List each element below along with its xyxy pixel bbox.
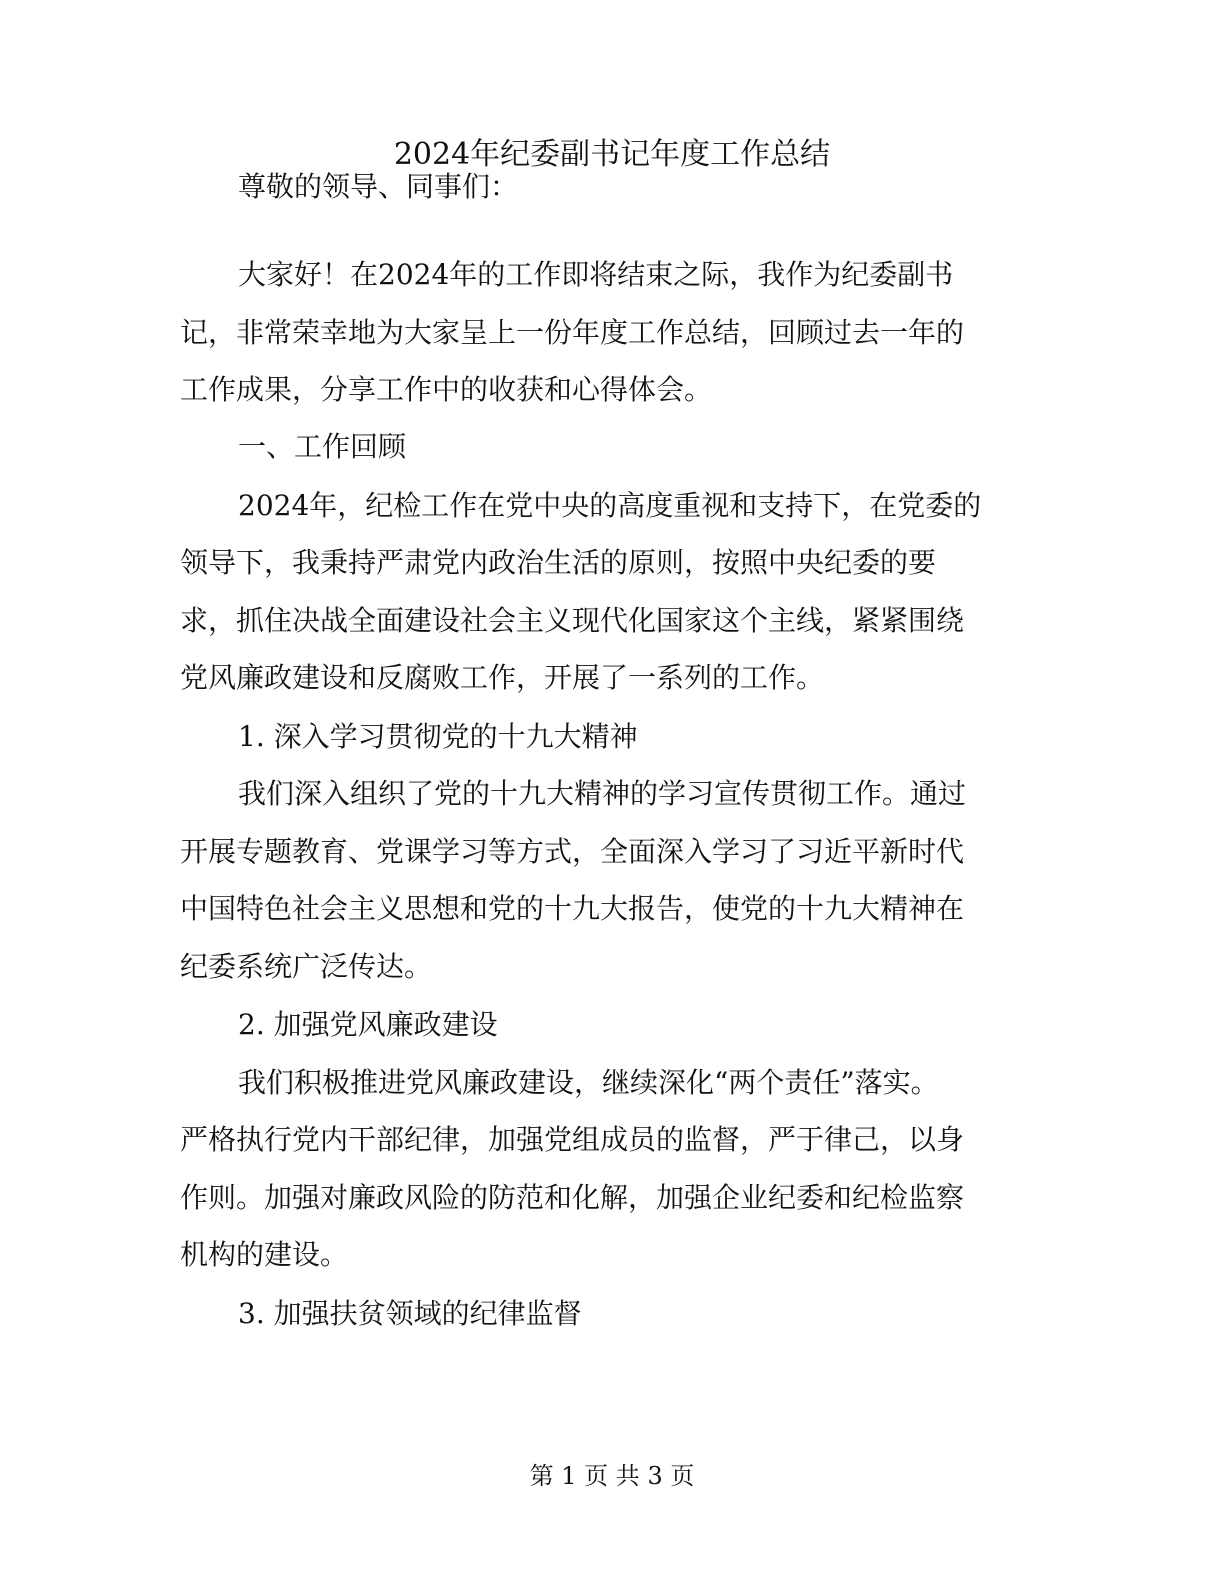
section-heading: 一、工作回顾 [238, 430, 407, 463]
subsection-heading: 2. 加强党风廉政建设 [238, 1008, 498, 1041]
paragraph-line: 求，抓住决战全面建设社会主义现代化国家这个主线，紧紧围绕 [180, 604, 965, 637]
paragraph-line: 领导下，我秉持严肃党内政治生活的原则，按照中央纪委的要 [180, 546, 937, 579]
paragraph-line: 中国特色社会主义思想和党的十九大报告，使党的十九大精神在 [180, 892, 965, 925]
paragraph-line: 记，非常荣幸地为大家呈上一份年度工作总结，回顾过去一年的 [180, 316, 965, 349]
paragraph-line: 我们深入组织了党的十九大精神的学习宣传贯彻工作。通过 [238, 777, 967, 810]
paragraph-line: 严格执行党内干部纪律，加强党组成员的监督，严于律己，以身 [180, 1123, 965, 1156]
paragraph-line: 2024年，纪检工作在党中央的高度重视和支持下，在党委的 [238, 489, 982, 522]
paragraph-line: 工作成果，分享工作中的收获和心得体会。 [180, 373, 713, 406]
paragraph-line: 开展专题教育、党课学习等方式，全面深入学习了习近平新时代 [180, 835, 965, 868]
document-title: 2024年纪委副书记年度工作总结 [393, 137, 831, 172]
paragraph-line: 大家好！在2024年的工作即将结束之际，我作为纪委副书 [238, 258, 954, 291]
salutation: 尊敬的领导、同事们： [238, 170, 519, 203]
paragraph-line: 纪委系统广泛传达。 [180, 950, 433, 983]
subsection-heading: 1. 深入学习贯彻党的十九大精神 [238, 720, 638, 753]
paragraph-line: 机构的建设。 [180, 1238, 349, 1271]
paragraph-line: 党风廉政建设和反腐败工作，开展了一系列的工作。 [180, 661, 825, 694]
paragraph-line: 作则。加强对廉政风险的防范和化解，加强企业纪委和纪检监察 [180, 1181, 965, 1214]
subsection-heading: 3. 加强扶贫领域的纪律监督 [238, 1297, 582, 1330]
page-number-footer: 第 1 页 共 3 页 [529, 1462, 695, 1490]
paragraph-line: 我们积极推进党风廉政建设，继续深化“两个责任”落实。 [238, 1066, 939, 1099]
